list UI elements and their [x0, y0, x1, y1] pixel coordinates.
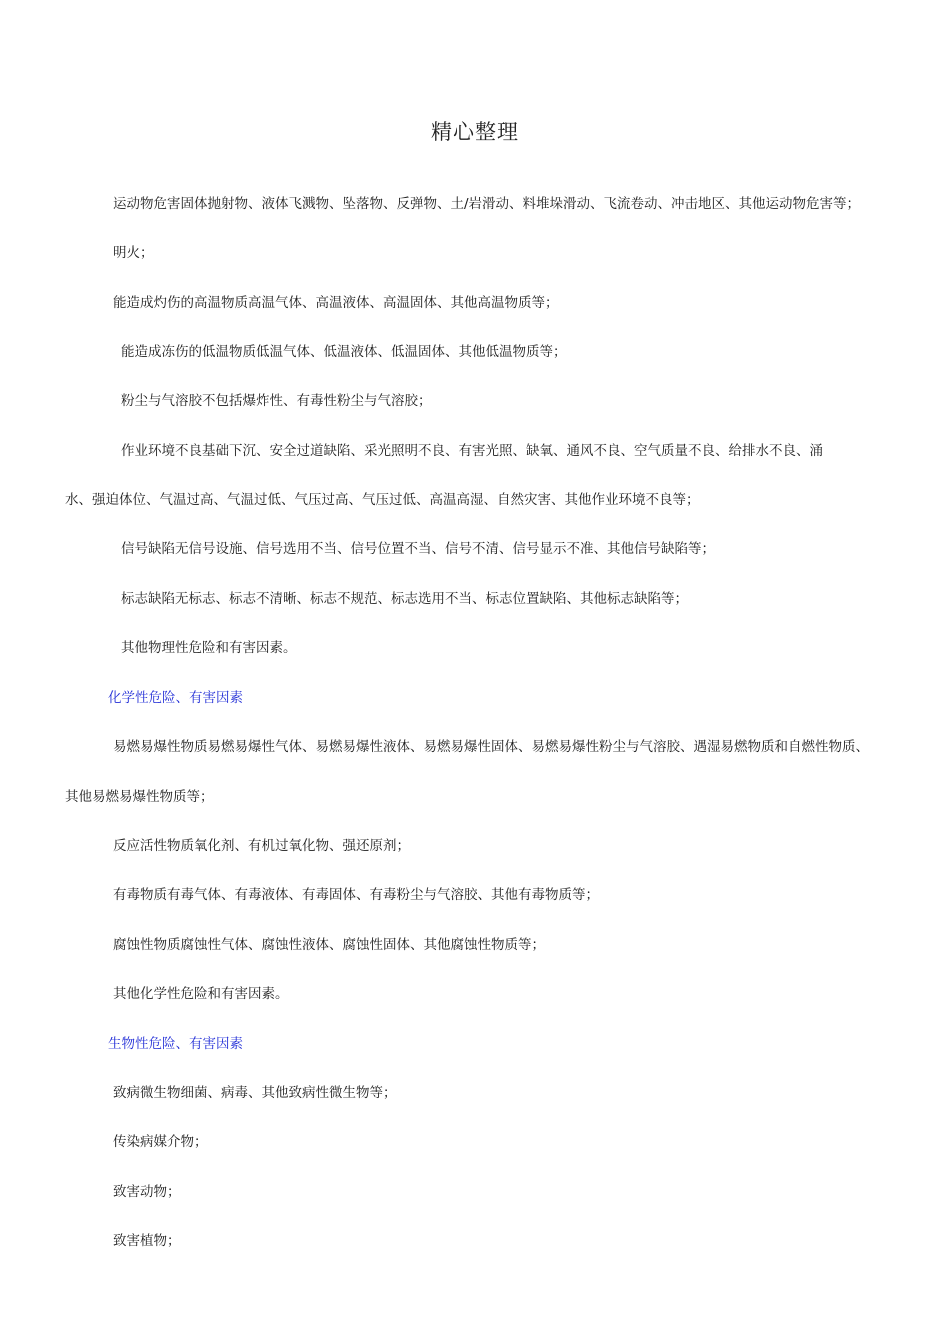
- paragraph-harmful-plants: 致害植物；: [113, 1233, 181, 1249]
- paragraph-work-environment: 作业环境不良基础下沉、安全过道缺陷、采光照明不良、有害光照、缺氧、通风不良、空气质量不良、给排水不良、涌: [121, 443, 823, 459]
- paragraph-low-temperature: 能造成冻伤的低温物质低温气体、低温液体、低温固体、其他低温物质等；: [121, 344, 567, 360]
- paragraph-moving-object-hazards: 运动物危害固体抛射物、液体飞溅物、坠落物、反弹物、土/岩滑动、料堆垛滑动、飞流卷动、冲击地区、其他运动物危害等；: [113, 196, 861, 212]
- section-heading-biological: 生物性危险、有害因素: [108, 1036, 243, 1052]
- section-heading-chemical: 化学性危险、有害因素: [108, 690, 243, 706]
- paragraph-reactive-substances: 反应活性物质氧化剂、有机过氧化物、强还原剂；: [113, 838, 410, 854]
- paragraph-sign-defects: 标志缺陷无标志、标志不清晰、标志不规范、标志选用不当、标志位置缺陷、其他标志缺陷等；: [121, 591, 688, 607]
- paragraph-flammable-explosive-continued: 其他易燃易爆性物质等；: [65, 789, 214, 805]
- paragraph-pathogenic-microorganisms: 致病微生物细菌、病毒、其他致病性微生物等；: [113, 1085, 397, 1101]
- page-title: 精心整理: [431, 120, 519, 144]
- paragraph-harmful-animals: 致害动物；: [113, 1184, 181, 1200]
- paragraph-flammable-explosive: 易燃易爆性物质易燃易爆性气体、易燃易爆性液体、易燃易爆性固体、易燃易爆性粉尘与气溶胶、遇湿易燃物质和自燃性物质、: [113, 739, 869, 755]
- paragraph-dust-aerosol: 粉尘与气溶胶不包括爆炸性、有毒性粉尘与气溶胶；: [121, 393, 432, 409]
- paragraph-corrosive-substances: 腐蚀性物质腐蚀性气体、腐蚀性液体、腐蚀性固体、其他腐蚀性物质等；: [113, 937, 545, 953]
- paragraph-high-temperature: 能造成灼伤的高温物质高温气体、高温液体、高温固体、其他高温物质等；: [113, 295, 559, 311]
- paragraph-open-flame: 明火；: [113, 245, 154, 261]
- paragraph-disease-vectors: 传染病媒介物；: [113, 1134, 208, 1150]
- paragraph-work-environment-continued: 水、强迫体位、气温过高、气温过低、气压过高、气压过低、高温高湿、自然灾害、其他作业环境不良等；: [65, 492, 700, 508]
- paragraph-other-chemical: 其他化学性危险和有害因素。: [113, 986, 289, 1002]
- paragraph-signal-defects: 信号缺陷无信号设施、信号选用不当、信号位置不当、信号不清、信号显示不准、其他信号缺陷等；: [121, 541, 715, 557]
- paragraph-toxic-substances: 有毒物质有毒气体、有毒液体、有毒固体、有毒粉尘与气溶胶、其他有毒物质等；: [113, 887, 599, 903]
- paragraph-other-physical: 其他物理性危险和有害因素。: [121, 640, 297, 656]
